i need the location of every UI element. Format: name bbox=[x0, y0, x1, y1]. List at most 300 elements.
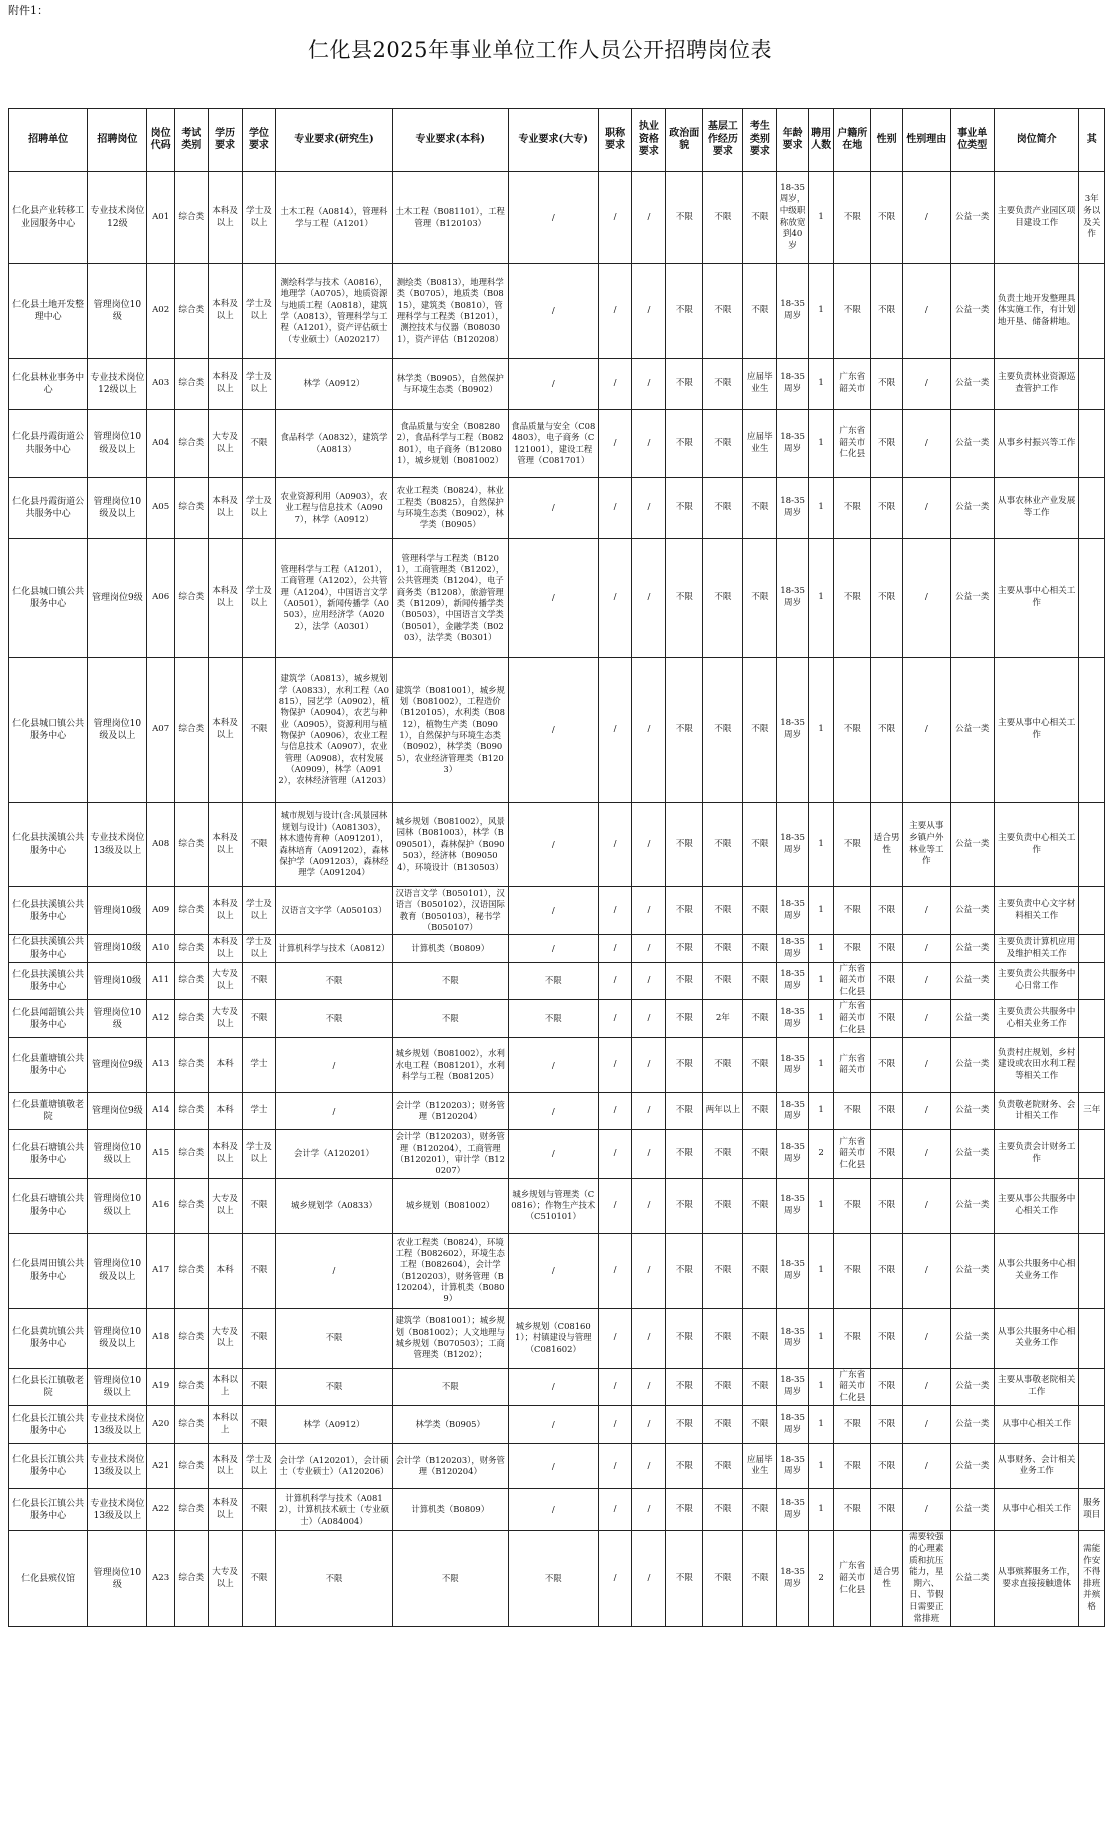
residence-cell: 不限 bbox=[834, 264, 871, 359]
gender-reason-cell: / bbox=[903, 1038, 951, 1093]
residence-cell: 广东省韶关市仁化县 bbox=[834, 1368, 871, 1406]
candidate-type-cell: 不限 bbox=[743, 1038, 777, 1093]
post-cell: 专业技术岗位13级及以上 bbox=[88, 1444, 147, 1489]
description-cell: 从事殡葬服务工作，要求直接接触遗体 bbox=[994, 1531, 1079, 1627]
unit-type-cell: 公益一类 bbox=[950, 1308, 994, 1368]
post-cell: 专业技术岗位12级以上 bbox=[88, 359, 147, 410]
table-row bbox=[9, 1233, 1105, 1308]
unit-type-cell: 公益一类 bbox=[950, 1178, 994, 1233]
column-header: 政治面貌 bbox=[666, 109, 703, 172]
exam-cell: 综合类 bbox=[174, 1093, 208, 1130]
title-cell: / bbox=[598, 1178, 632, 1233]
post-cell: 管理岗位10级以上 bbox=[88, 1130, 147, 1178]
description-cell: 负责土地开发整理具体实施工作，有计划地开垦、储备耕地。 bbox=[994, 264, 1079, 359]
code-cell: A23 bbox=[147, 1531, 174, 1627]
gender-reason-cell: / bbox=[903, 1308, 951, 1368]
age-cell: 18-35周岁 bbox=[777, 1000, 809, 1038]
post-cell: 管理岗位10级及以上 bbox=[88, 478, 147, 539]
column-header: 基层工作经历要求 bbox=[703, 109, 743, 172]
title-cell: / bbox=[598, 1038, 632, 1093]
education-cell: 本科及以上 bbox=[208, 803, 242, 887]
count-cell: 1 bbox=[808, 172, 833, 264]
experience-cell: 不限 bbox=[703, 1038, 743, 1093]
table-row bbox=[9, 1130, 1105, 1178]
education-cell: 大专及以上 bbox=[208, 1000, 242, 1038]
residence-cell: 不限 bbox=[834, 539, 871, 658]
gender-cell: 不限 bbox=[871, 1368, 903, 1406]
code-cell: A15 bbox=[147, 1130, 174, 1178]
unit-type-cell: 公益一类 bbox=[950, 962, 994, 1000]
gender-cell: 不限 bbox=[871, 887, 903, 935]
description-cell: 从事农林业产业发展等工作 bbox=[994, 478, 1079, 539]
political-cell: 不限 bbox=[666, 1093, 703, 1130]
experience-cell: 不限 bbox=[703, 1308, 743, 1368]
major-undergrad-cell: 建筑学（B081001）；城乡规划（B081002）；人文地理与城乡规划（B070503）；工商管理类（B1202）； bbox=[392, 1308, 508, 1368]
experience-cell: 不限 bbox=[703, 1368, 743, 1406]
column-header: 学历要求 bbox=[208, 109, 242, 172]
major-undergrad-cell: 城乡规划（B081002） bbox=[392, 1178, 508, 1233]
qualification-cell: / bbox=[632, 935, 666, 962]
title-cell: / bbox=[598, 1308, 632, 1368]
gender-cell: 不限 bbox=[871, 359, 903, 410]
unit-type-cell: 公益一类 bbox=[950, 658, 994, 803]
education-cell: 本科及以上 bbox=[208, 264, 242, 359]
table-row bbox=[9, 264, 1105, 359]
degree-cell: 学士及以上 bbox=[242, 539, 276, 658]
qualification-cell: / bbox=[632, 1093, 666, 1130]
table-row bbox=[9, 658, 1105, 803]
unit-cell: 仁化县石塘镇公共服务中心 bbox=[9, 1178, 88, 1233]
description-cell: 主要负责产业园区项目建设工作 bbox=[994, 172, 1079, 264]
description-cell: 主要负责林业资源巡查管护工作 bbox=[994, 359, 1079, 410]
degree-cell: 学士及以上 bbox=[242, 264, 276, 359]
major-postgrad-cell: 林学（A0912） bbox=[276, 359, 392, 410]
count-cell: 2 bbox=[808, 1130, 833, 1178]
age-cell: 18-35周岁 bbox=[777, 1489, 809, 1531]
table-row bbox=[9, 539, 1105, 658]
major-undergrad-cell: 计算机类（B0809） bbox=[392, 935, 508, 962]
degree-cell: 不限 bbox=[242, 410, 276, 478]
political-cell: 不限 bbox=[666, 172, 703, 264]
major-college-cell: / bbox=[508, 1130, 598, 1178]
candidate-type-cell: 不限 bbox=[743, 887, 777, 935]
description-cell: 从事中心相关工作 bbox=[994, 1489, 1079, 1531]
major-college-cell: / bbox=[508, 478, 598, 539]
major-college-cell: 城乡规划与管理类（C0816）；作物生产技术（C510101） bbox=[508, 1178, 598, 1233]
degree-cell: 不限 bbox=[242, 658, 276, 803]
major-college-cell: 不限 bbox=[508, 962, 598, 1000]
education-cell: 本科 bbox=[208, 1038, 242, 1093]
table-row bbox=[9, 1178, 1105, 1233]
unit-cell: 仁化县扶溪镇公共服务中心 bbox=[9, 803, 88, 887]
description-cell: 主要负责计算机应用及维护相关工作 bbox=[994, 935, 1079, 962]
candidate-type-cell: 不限 bbox=[743, 539, 777, 658]
major-undergrad-cell: 会计学（B120203），财务管理（B120204），工商管理（B120201），审计学（B120207） bbox=[392, 1130, 508, 1178]
exam-cell: 综合类 bbox=[174, 962, 208, 1000]
title-cell: / bbox=[598, 478, 632, 539]
gender-cell: 不限 bbox=[871, 172, 903, 264]
gender-cell: 不限 bbox=[871, 1489, 903, 1531]
age-cell: 18-35周岁 bbox=[777, 1093, 809, 1130]
age-cell: 18-35周岁 bbox=[777, 264, 809, 359]
experience-cell: 不限 bbox=[703, 264, 743, 359]
title-cell: / bbox=[598, 1444, 632, 1489]
table-row bbox=[9, 410, 1105, 478]
other-cell bbox=[1079, 410, 1105, 478]
political-cell: 不限 bbox=[666, 1000, 703, 1038]
experience-cell: 不限 bbox=[703, 887, 743, 935]
political-cell: 不限 bbox=[666, 1130, 703, 1178]
major-postgrad-cell: 城市规划与设计(含:风景园林规划与设计)（A081303），林木遗传育种（A091201），森林培育（A091202），森林保护学（A091203），森林经理学（A091204） bbox=[276, 803, 392, 887]
column-header: 性别 bbox=[871, 109, 903, 172]
post-cell: 专业技术岗位13级及以上 bbox=[88, 1406, 147, 1444]
other-cell bbox=[1079, 1130, 1105, 1178]
education-cell: 本科及以上 bbox=[208, 359, 242, 410]
column-header: 年龄要求 bbox=[777, 109, 809, 172]
residence-cell: 不限 bbox=[834, 1233, 871, 1308]
major-college-cell: / bbox=[508, 1444, 598, 1489]
post-cell: 专业技术岗位12级 bbox=[88, 172, 147, 264]
major-postgrad-cell: 不限 bbox=[276, 1368, 392, 1406]
unit-cell: 仁化县丹霞街道公共服务中心 bbox=[9, 410, 88, 478]
political-cell: 不限 bbox=[666, 1178, 703, 1233]
exam-cell: 综合类 bbox=[174, 887, 208, 935]
education-cell: 大专及以上 bbox=[208, 962, 242, 1000]
title-cell: / bbox=[598, 264, 632, 359]
code-cell: A10 bbox=[147, 935, 174, 962]
age-cell: 18-35周岁 bbox=[777, 539, 809, 658]
exam-cell: 综合类 bbox=[174, 264, 208, 359]
political-cell: 不限 bbox=[666, 1038, 703, 1093]
table-row bbox=[9, 478, 1105, 539]
education-cell: 本科及以上 bbox=[208, 1489, 242, 1531]
description-cell: 主要负责公共服务中心日常工作 bbox=[994, 962, 1079, 1000]
major-postgrad-cell: 计算机科学与技术（A0812） bbox=[276, 935, 392, 962]
count-cell: 1 bbox=[808, 539, 833, 658]
residence-cell: 不限 bbox=[834, 1489, 871, 1531]
education-cell: 大专及以上 bbox=[208, 410, 242, 478]
post-cell: 管理岗位10级 bbox=[88, 264, 147, 359]
exam-cell: 综合类 bbox=[174, 1368, 208, 1406]
education-cell: 大专及以上 bbox=[208, 1178, 242, 1233]
gender-cell: 不限 bbox=[871, 264, 903, 359]
count-cell: 1 bbox=[808, 1444, 833, 1489]
unit-cell: 仁化县扶溪镇公共服务中心 bbox=[9, 962, 88, 1000]
unit-cell: 仁化县长江镇公共服务中心 bbox=[9, 1406, 88, 1444]
candidate-type-cell: 不限 bbox=[743, 264, 777, 359]
experience-cell: 不限 bbox=[703, 1444, 743, 1489]
major-postgrad-cell: 建筑学（A0813），城乡规划学（A0833），水利工程（A0815），园艺学（A0902），植物保护（A0904），农艺与种业（A0905），资源利用与植物保护（A0906），农业工程与信息技术（A0907），农业管理（A0908），农村发展（A0909），林学（A0912），农林经济管理（A1203） bbox=[276, 658, 392, 803]
qualification-cell: / bbox=[632, 803, 666, 887]
code-cell: A01 bbox=[147, 172, 174, 264]
qualification-cell: / bbox=[632, 410, 666, 478]
age-cell: 18-35周岁 bbox=[777, 359, 809, 410]
residence-cell: 不限 bbox=[834, 658, 871, 803]
gender-reason-cell: / bbox=[903, 1178, 951, 1233]
recruitment-table bbox=[8, 108, 1105, 1627]
degree-cell: 学士及以上 bbox=[242, 935, 276, 962]
candidate-type-cell: 不限 bbox=[743, 962, 777, 1000]
age-cell: 18-35周岁 bbox=[777, 478, 809, 539]
unit-cell: 仁化县周田镇公共服务中心 bbox=[9, 1233, 88, 1308]
gender-cell: 不限 bbox=[871, 962, 903, 1000]
exam-cell: 综合类 bbox=[174, 935, 208, 962]
major-postgrad-cell: 林学（A0912） bbox=[276, 1406, 392, 1444]
major-college-cell: 不限 bbox=[508, 1000, 598, 1038]
qualification-cell: / bbox=[632, 1233, 666, 1308]
qualification-cell: / bbox=[632, 478, 666, 539]
title-cell: / bbox=[598, 1406, 632, 1444]
residence-cell: 不限 bbox=[834, 1178, 871, 1233]
code-cell: A02 bbox=[147, 264, 174, 359]
major-undergrad-cell: 不限 bbox=[392, 1000, 508, 1038]
description-cell: 从事公共服务中心相关业务工作 bbox=[994, 1308, 1079, 1368]
table-row bbox=[9, 1531, 1105, 1627]
gender-cell: 适合男性 bbox=[871, 803, 903, 887]
unit-type-cell: 公益一类 bbox=[950, 1000, 994, 1038]
post-cell: 管理岗10级 bbox=[88, 887, 147, 935]
degree-cell: 学士及以上 bbox=[242, 172, 276, 264]
major-college-cell: / bbox=[508, 1406, 598, 1444]
gender-cell: 不限 bbox=[871, 935, 903, 962]
post-cell: 专业技术岗位13级及以上 bbox=[88, 803, 147, 887]
major-postgrad-cell: 不限 bbox=[276, 1000, 392, 1038]
gender-cell: 不限 bbox=[871, 410, 903, 478]
other-cell: 服务项目 bbox=[1079, 1489, 1105, 1531]
title-cell: / bbox=[598, 1489, 632, 1531]
unit-type-cell: 公益一类 bbox=[950, 1444, 994, 1489]
column-header: 学位要求 bbox=[242, 109, 276, 172]
major-undergrad-cell: 会计学（B120203），财务管理（B120204） bbox=[392, 1444, 508, 1489]
degree-cell: 不限 bbox=[242, 1233, 276, 1308]
political-cell: 不限 bbox=[666, 1531, 703, 1627]
code-cell: A18 bbox=[147, 1308, 174, 1368]
table-row bbox=[9, 803, 1105, 887]
count-cell: 1 bbox=[808, 803, 833, 887]
major-postgrad-cell: 测绘科学与技术（A0816），地理学（A0705），地质资源与地质工程（A0818），建筑学（A0813），管理科学与工程（A1201），资产评估硕士（专业硕士）（A020217） bbox=[276, 264, 392, 359]
major-undergrad-cell: 林学类（B0905），自然保护与环境生态类（B0902） bbox=[392, 359, 508, 410]
degree-cell: 学士及以上 bbox=[242, 478, 276, 539]
column-header: 职称要求 bbox=[598, 109, 632, 172]
column-header: 专业要求(研究生) bbox=[276, 109, 392, 172]
education-cell: 本科及以上 bbox=[208, 478, 242, 539]
degree-cell: 学士及以上 bbox=[242, 1130, 276, 1178]
unit-type-cell: 公益一类 bbox=[950, 1233, 994, 1308]
major-postgrad-cell: 城乡规划学（A0833） bbox=[276, 1178, 392, 1233]
residence-cell: 不限 bbox=[834, 1444, 871, 1489]
political-cell: 不限 bbox=[666, 410, 703, 478]
political-cell: 不限 bbox=[666, 935, 703, 962]
experience-cell: 两年以上 bbox=[703, 1093, 743, 1130]
candidate-type-cell: 不限 bbox=[743, 1093, 777, 1130]
age-cell: 18-35周岁 bbox=[777, 410, 809, 478]
gender-reason-cell: / bbox=[903, 1406, 951, 1444]
gender-cell: 不限 bbox=[871, 539, 903, 658]
qualification-cell: / bbox=[632, 962, 666, 1000]
post-cell: 管理岗10级 bbox=[88, 962, 147, 1000]
unit-cell: 仁化县土地开发整理中心 bbox=[9, 264, 88, 359]
table-row bbox=[9, 1093, 1105, 1130]
description-cell: 主要负责会计财务工作 bbox=[994, 1130, 1079, 1178]
unit-type-cell: 公益一类 bbox=[950, 1038, 994, 1093]
exam-cell: 综合类 bbox=[174, 1444, 208, 1489]
title-cell: / bbox=[598, 539, 632, 658]
title-cell: / bbox=[598, 803, 632, 887]
description-cell: 主要从事中心相关工作 bbox=[994, 539, 1079, 658]
title-cell: / bbox=[598, 359, 632, 410]
residence-cell: 不限 bbox=[834, 1406, 871, 1444]
count-cell: 1 bbox=[808, 1000, 833, 1038]
political-cell: 不限 bbox=[666, 1368, 703, 1406]
unit-cell: 仁化县城口镇公共服务中心 bbox=[9, 658, 88, 803]
degree-cell: 学士及以上 bbox=[242, 1444, 276, 1489]
education-cell: 本科及以上 bbox=[208, 658, 242, 803]
exam-cell: 综合类 bbox=[174, 539, 208, 658]
unit-type-cell: 公益一类 bbox=[950, 264, 994, 359]
unit-cell: 仁化县长江镇公共服务中心 bbox=[9, 1444, 88, 1489]
education-cell: 大专及以上 bbox=[208, 1531, 242, 1627]
unit-cell: 仁化县林业事务中心 bbox=[9, 359, 88, 410]
exam-cell: 综合类 bbox=[174, 478, 208, 539]
experience-cell: 不限 bbox=[703, 658, 743, 803]
candidate-type-cell: 不限 bbox=[743, 1406, 777, 1444]
unit-cell: 仁化县扶溪镇公共服务中心 bbox=[9, 887, 88, 935]
table-row bbox=[9, 1489, 1105, 1531]
title-cell: / bbox=[598, 1233, 632, 1308]
major-undergrad-cell: 食品质量与安全（B082802），食品科学与工程（B082801），电子商务（B120801），城乡规划（B081002） bbox=[392, 410, 508, 478]
unit-cell: 仁化县石塘镇公共服务中心 bbox=[9, 1130, 88, 1178]
description-cell: 从事财务、会计相关业务工作 bbox=[994, 1444, 1079, 1489]
unit-cell: 仁化县长江镇公共服务中心 bbox=[9, 1489, 88, 1531]
code-cell: A13 bbox=[147, 1038, 174, 1093]
description-cell: 负责敬老院财务、会计相关工作 bbox=[994, 1093, 1079, 1130]
major-undergrad-cell: 土木工程（B081101），工程管理（B120103） bbox=[392, 172, 508, 264]
experience-cell: 不限 bbox=[703, 478, 743, 539]
gender-cell: 不限 bbox=[871, 1038, 903, 1093]
other-cell bbox=[1079, 658, 1105, 803]
degree-cell: 学士 bbox=[242, 1093, 276, 1130]
table-row bbox=[9, 359, 1105, 410]
major-undergrad-cell: 计算机类（B0809） bbox=[392, 1489, 508, 1531]
table-row bbox=[9, 1038, 1105, 1093]
post-cell: 管理岗位10级及以上 bbox=[88, 1233, 147, 1308]
post-cell: 管理岗位10级及以上 bbox=[88, 1308, 147, 1368]
unit-type-cell: 公益一类 bbox=[950, 478, 994, 539]
age-cell: 18-35周岁 bbox=[777, 935, 809, 962]
code-cell: A08 bbox=[147, 803, 174, 887]
residence-cell: 广东省韶关市 bbox=[834, 1038, 871, 1093]
table-row bbox=[9, 887, 1105, 935]
political-cell: 不限 bbox=[666, 359, 703, 410]
code-cell: A19 bbox=[147, 1368, 174, 1406]
degree-cell: 学士 bbox=[242, 1038, 276, 1093]
gender-reason-cell: / bbox=[903, 1093, 951, 1130]
degree-cell: 不限 bbox=[242, 1000, 276, 1038]
gender-reason-cell: / bbox=[903, 410, 951, 478]
table-row bbox=[9, 962, 1105, 1000]
description-cell: 主要从事公共服务中心相关工作 bbox=[994, 1178, 1079, 1233]
major-college-cell: / bbox=[508, 935, 598, 962]
unit-type-cell: 公益一类 bbox=[950, 1406, 994, 1444]
candidate-type-cell: 不限 bbox=[743, 1308, 777, 1368]
exam-cell: 综合类 bbox=[174, 172, 208, 264]
table-row bbox=[9, 1444, 1105, 1489]
political-cell: 不限 bbox=[666, 1406, 703, 1444]
exam-cell: 综合类 bbox=[174, 1038, 208, 1093]
other-cell bbox=[1079, 1178, 1105, 1233]
age-cell: 18-35周岁 bbox=[777, 1233, 809, 1308]
code-cell: A16 bbox=[147, 1178, 174, 1233]
gender-cell: 不限 bbox=[871, 1406, 903, 1444]
unit-cell: 仁化县董塘镇敬老院 bbox=[9, 1093, 88, 1130]
candidate-type-cell: 不限 bbox=[743, 1233, 777, 1308]
experience-cell: 2年 bbox=[703, 1000, 743, 1038]
major-postgrad-cell: 土木工程（A0814），管理科学与工程（A1201） bbox=[276, 172, 392, 264]
table-container bbox=[8, 108, 1101, 1843]
qualification-cell: / bbox=[632, 887, 666, 935]
age-cell: 18-35周岁 bbox=[777, 1178, 809, 1233]
gender-reason-cell: / bbox=[903, 359, 951, 410]
column-header: 执业资格要求 bbox=[632, 109, 666, 172]
residence-cell: 不限 bbox=[834, 172, 871, 264]
description-cell: 主要负责中心文字材料相关工作 bbox=[994, 887, 1079, 935]
unit-type-cell: 公益一类 bbox=[950, 410, 994, 478]
post-cell: 管理岗位9级 bbox=[88, 539, 147, 658]
title-cell: / bbox=[598, 1130, 632, 1178]
residence-cell: 广东省韶关市仁化县 bbox=[834, 1531, 871, 1627]
title-cell: / bbox=[598, 1093, 632, 1130]
other-cell bbox=[1079, 478, 1105, 539]
political-cell: 不限 bbox=[666, 658, 703, 803]
other-cell bbox=[1079, 1000, 1105, 1038]
unit-cell: 仁化县黄坑镇公共服务中心 bbox=[9, 1308, 88, 1368]
experience-cell: 不限 bbox=[703, 962, 743, 1000]
education-cell: 本科以上 bbox=[208, 1368, 242, 1406]
other-cell bbox=[1079, 935, 1105, 962]
other-cell: 3年务以及关作 bbox=[1079, 172, 1105, 264]
column-header: 事业单位类型 bbox=[950, 109, 994, 172]
title-cell: / bbox=[598, 1531, 632, 1627]
gender-reason-cell: / bbox=[903, 1233, 951, 1308]
unit-cell: 仁化县殡仪馆 bbox=[9, 1531, 88, 1627]
major-undergrad-cell: 会计学（B120203）；财务管理（B120204） bbox=[392, 1093, 508, 1130]
major-undergrad-cell: 林学类（B0905） bbox=[392, 1406, 508, 1444]
description-cell: 从事乡村振兴等工作 bbox=[994, 410, 1079, 478]
major-postgrad-cell: / bbox=[276, 1233, 392, 1308]
qualification-cell: / bbox=[632, 1178, 666, 1233]
title-cell: / bbox=[598, 410, 632, 478]
major-postgrad-cell: 管理科学与工程（A1201），工商管理（A1202），公共管理（A1204），中国语言文学（A0501），新闻传播学（A0503），应用经济学（A0202），法学（A0301） bbox=[276, 539, 392, 658]
qualification-cell: / bbox=[632, 658, 666, 803]
age-cell: 18-35周岁 bbox=[777, 1406, 809, 1444]
age-cell: 18-35周岁 bbox=[777, 1038, 809, 1093]
gender-cell: 不限 bbox=[871, 1308, 903, 1368]
major-college-cell: / bbox=[508, 1233, 598, 1308]
unit-cell: 仁化县董塘镇公共服务中心 bbox=[9, 1038, 88, 1093]
major-college-cell: / bbox=[508, 1093, 598, 1130]
unit-type-cell: 公益一类 bbox=[950, 803, 994, 887]
degree-cell: 不限 bbox=[242, 962, 276, 1000]
candidate-type-cell: 应届毕业生 bbox=[743, 359, 777, 410]
column-header: 招聘单位 bbox=[9, 109, 88, 172]
major-postgrad-cell: 不限 bbox=[276, 1531, 392, 1627]
code-cell: A14 bbox=[147, 1093, 174, 1130]
exam-cell: 综合类 bbox=[174, 1489, 208, 1531]
major-undergrad-cell: 不限 bbox=[392, 1531, 508, 1627]
table-row bbox=[9, 1406, 1105, 1444]
degree-cell: 学士及以上 bbox=[242, 359, 276, 410]
experience-cell: 不限 bbox=[703, 803, 743, 887]
